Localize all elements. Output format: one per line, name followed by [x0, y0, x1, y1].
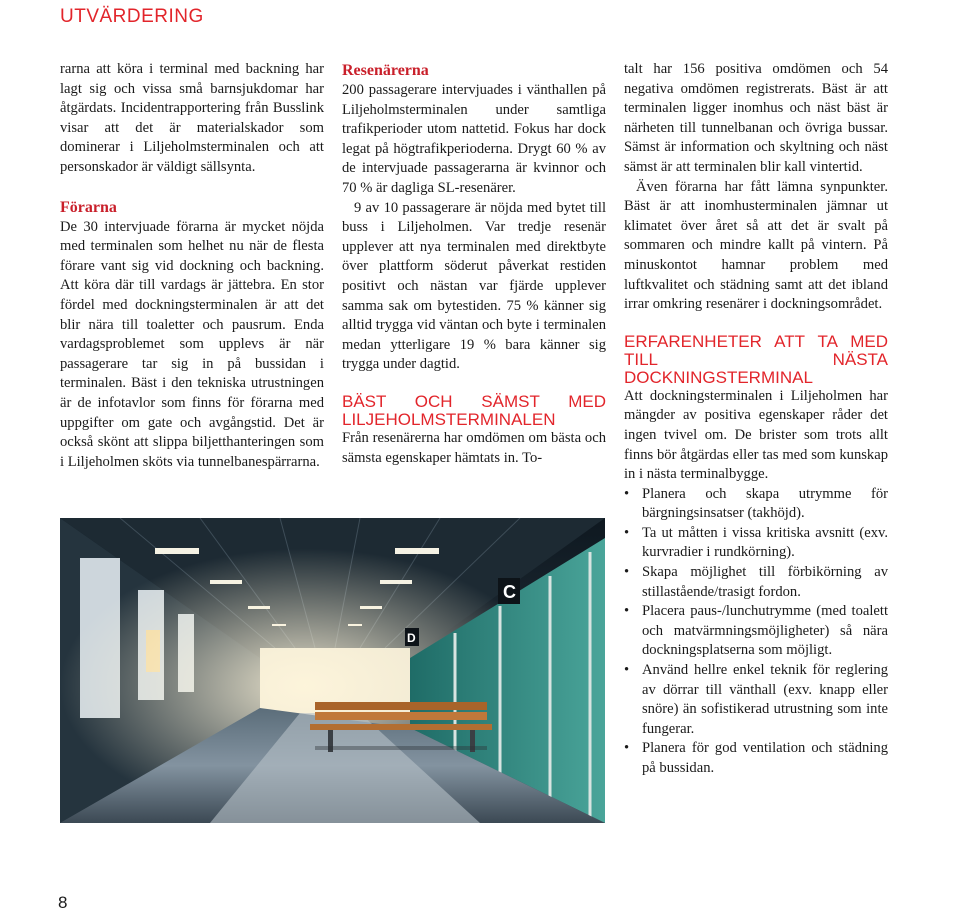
bullet-icon: •	[624, 524, 630, 541]
list-item: • Planera och skapa utrymme för bärgningsinsatser (takhöjd).	[624, 485, 888, 522]
bullet-icon: •	[624, 485, 630, 502]
bullet-icon: •	[624, 740, 630, 757]
passengers-p1: 200 passagerare intervjuades i vänthallen på Liljeholmsterminalen under samtliga trafikperioder utom nattetid. Fokus har dock legat på högtrafikperioderna. Drygt 60 % av de intervjuade passagerarna är kvinnor och 70 % är dagliga SL-resenärer.	[342, 82, 606, 196]
list-item: • Ta ut måtten i vissa kritiska avsnitt (exv. kurvradier i rundkörning).	[624, 524, 888, 561]
bullet-icon: •	[624, 603, 630, 620]
gate-sign-d: D	[407, 631, 416, 645]
bullet-icon: •	[624, 564, 630, 581]
bullet-icon: •	[624, 662, 630, 679]
passengers-heading: Resenärerna	[342, 62, 429, 79]
column-3	[624, 60, 888, 779]
drivers-heading: Förarna	[60, 198, 117, 216]
best-worst-heading: BÄST OCH SÄMST MED LILJEHOLMSTERMINALEN	[342, 391, 606, 429]
col3-p1: talt har 156 positiva omdömen och 54 negativa omdömen registrerats. Bäst är att terminalen ligger inomhus och näst bäst är närheten till tunnelbanan och övriga bussar. Sämst är information och skyltning och näst sämst är att terminalen blir kall vintertid.	[624, 61, 888, 175]
column-1	[60, 60, 324, 472]
col1-intro: rarna att köra i terminal med backning har lagt sig och vissa små barnsjukdomar har åtgärdats. Incidentrapportering från Busslink visar att det är materialskador som dominerar i Liljeholmsterminalen och att personskador är väldigt sällsynta.	[60, 61, 324, 175]
experience-heading: ERFARENHETER ATT TA MED TILL NÄSTA DOCKNINGSTERMINAL	[624, 331, 888, 387]
list-item: • Planera för god ventilation och städning på bussidan.	[624, 740, 888, 776]
list-item: • Använd hellre enkel teknik för reglering av dörrar till vänthall (exv. knapp eller snöre) än sofistikerad utrustning som inte fungerar.	[624, 662, 888, 737]
terminal-photo	[60, 518, 605, 823]
page-number: 8	[58, 893, 68, 912]
drivers-body: De 30 intervjuade förarna är mycket nöjda med terminalen som helhet nu när de flesta förare vant sig vid dockning och backning. Att köra där till vardags är jättebra. En stor fördel med dockningsterminalen är att det blir nära till toaletter och pausrum. Enda vardagsproblemet som upplevs är när passagerare tar sig in på bussidan i terminalen. Bäst i den tekniska utrustningen är de infotavlor som finns för förarna med uppgifter om gate och avgångstid. Det är också skönt att slippa biljetthanteringen som i Liljeholmen sköts via tunnelbanespärrarna.	[60, 218, 324, 470]
terminal-photo-illustration	[60, 518, 605, 823]
section-label: UTVÄRDERING	[60, 6, 204, 27]
gate-sign-c: C	[503, 582, 516, 602]
recommendations-list	[624, 485, 888, 779]
col3-p2: Även förarna har fått lämna synpunkter. Bäst är att inomhusterminalen jämnar ut klimatet över året så att det är svalt på sommaren och mindre kallt på vintern. På minuskontot hamnar problem med luftkvalitet och städning samt att det ibland irrar omkring resenärer i dockningsområdet.	[624, 178, 888, 313]
best-worst-p: Från resenärerna har omdömen om bästa och sämsta egenskaper hämtats in. To-	[342, 429, 606, 466]
list-item: • Placera paus-/lunchutrymme (med toalett och matvärmningsmöjligheter) så nära dockningsplatserna som möjligt.	[624, 603, 888, 659]
col3-p3: Att dockningsterminalen i Liljeholmen har mängder av positiva egenskaper råder det ingen tvivel om. De brister som trots allt finns bör åtgärdas eller tas med som kunskap in i nästa terminalbygge.	[624, 387, 888, 483]
column-2	[342, 60, 606, 468]
passengers-p2: 9 av 10 passagerare är nöjda med bytet till buss i Liljeholmen. Var tredje resenär upplever att nya terminalen med direktbyte över plattform söderut påverkat restiden positivt och nästan var fjärde upplever samma sak om bytestiden. 75 % känner sig alltid trygga vid väntan och byte i terminalen medan ytterligare 19 % bara känner sig trygga under dagtid.	[342, 199, 606, 373]
list-item: • Skapa möjlighet till förbikörning av stillastående/trasigt fordon.	[624, 564, 888, 600]
